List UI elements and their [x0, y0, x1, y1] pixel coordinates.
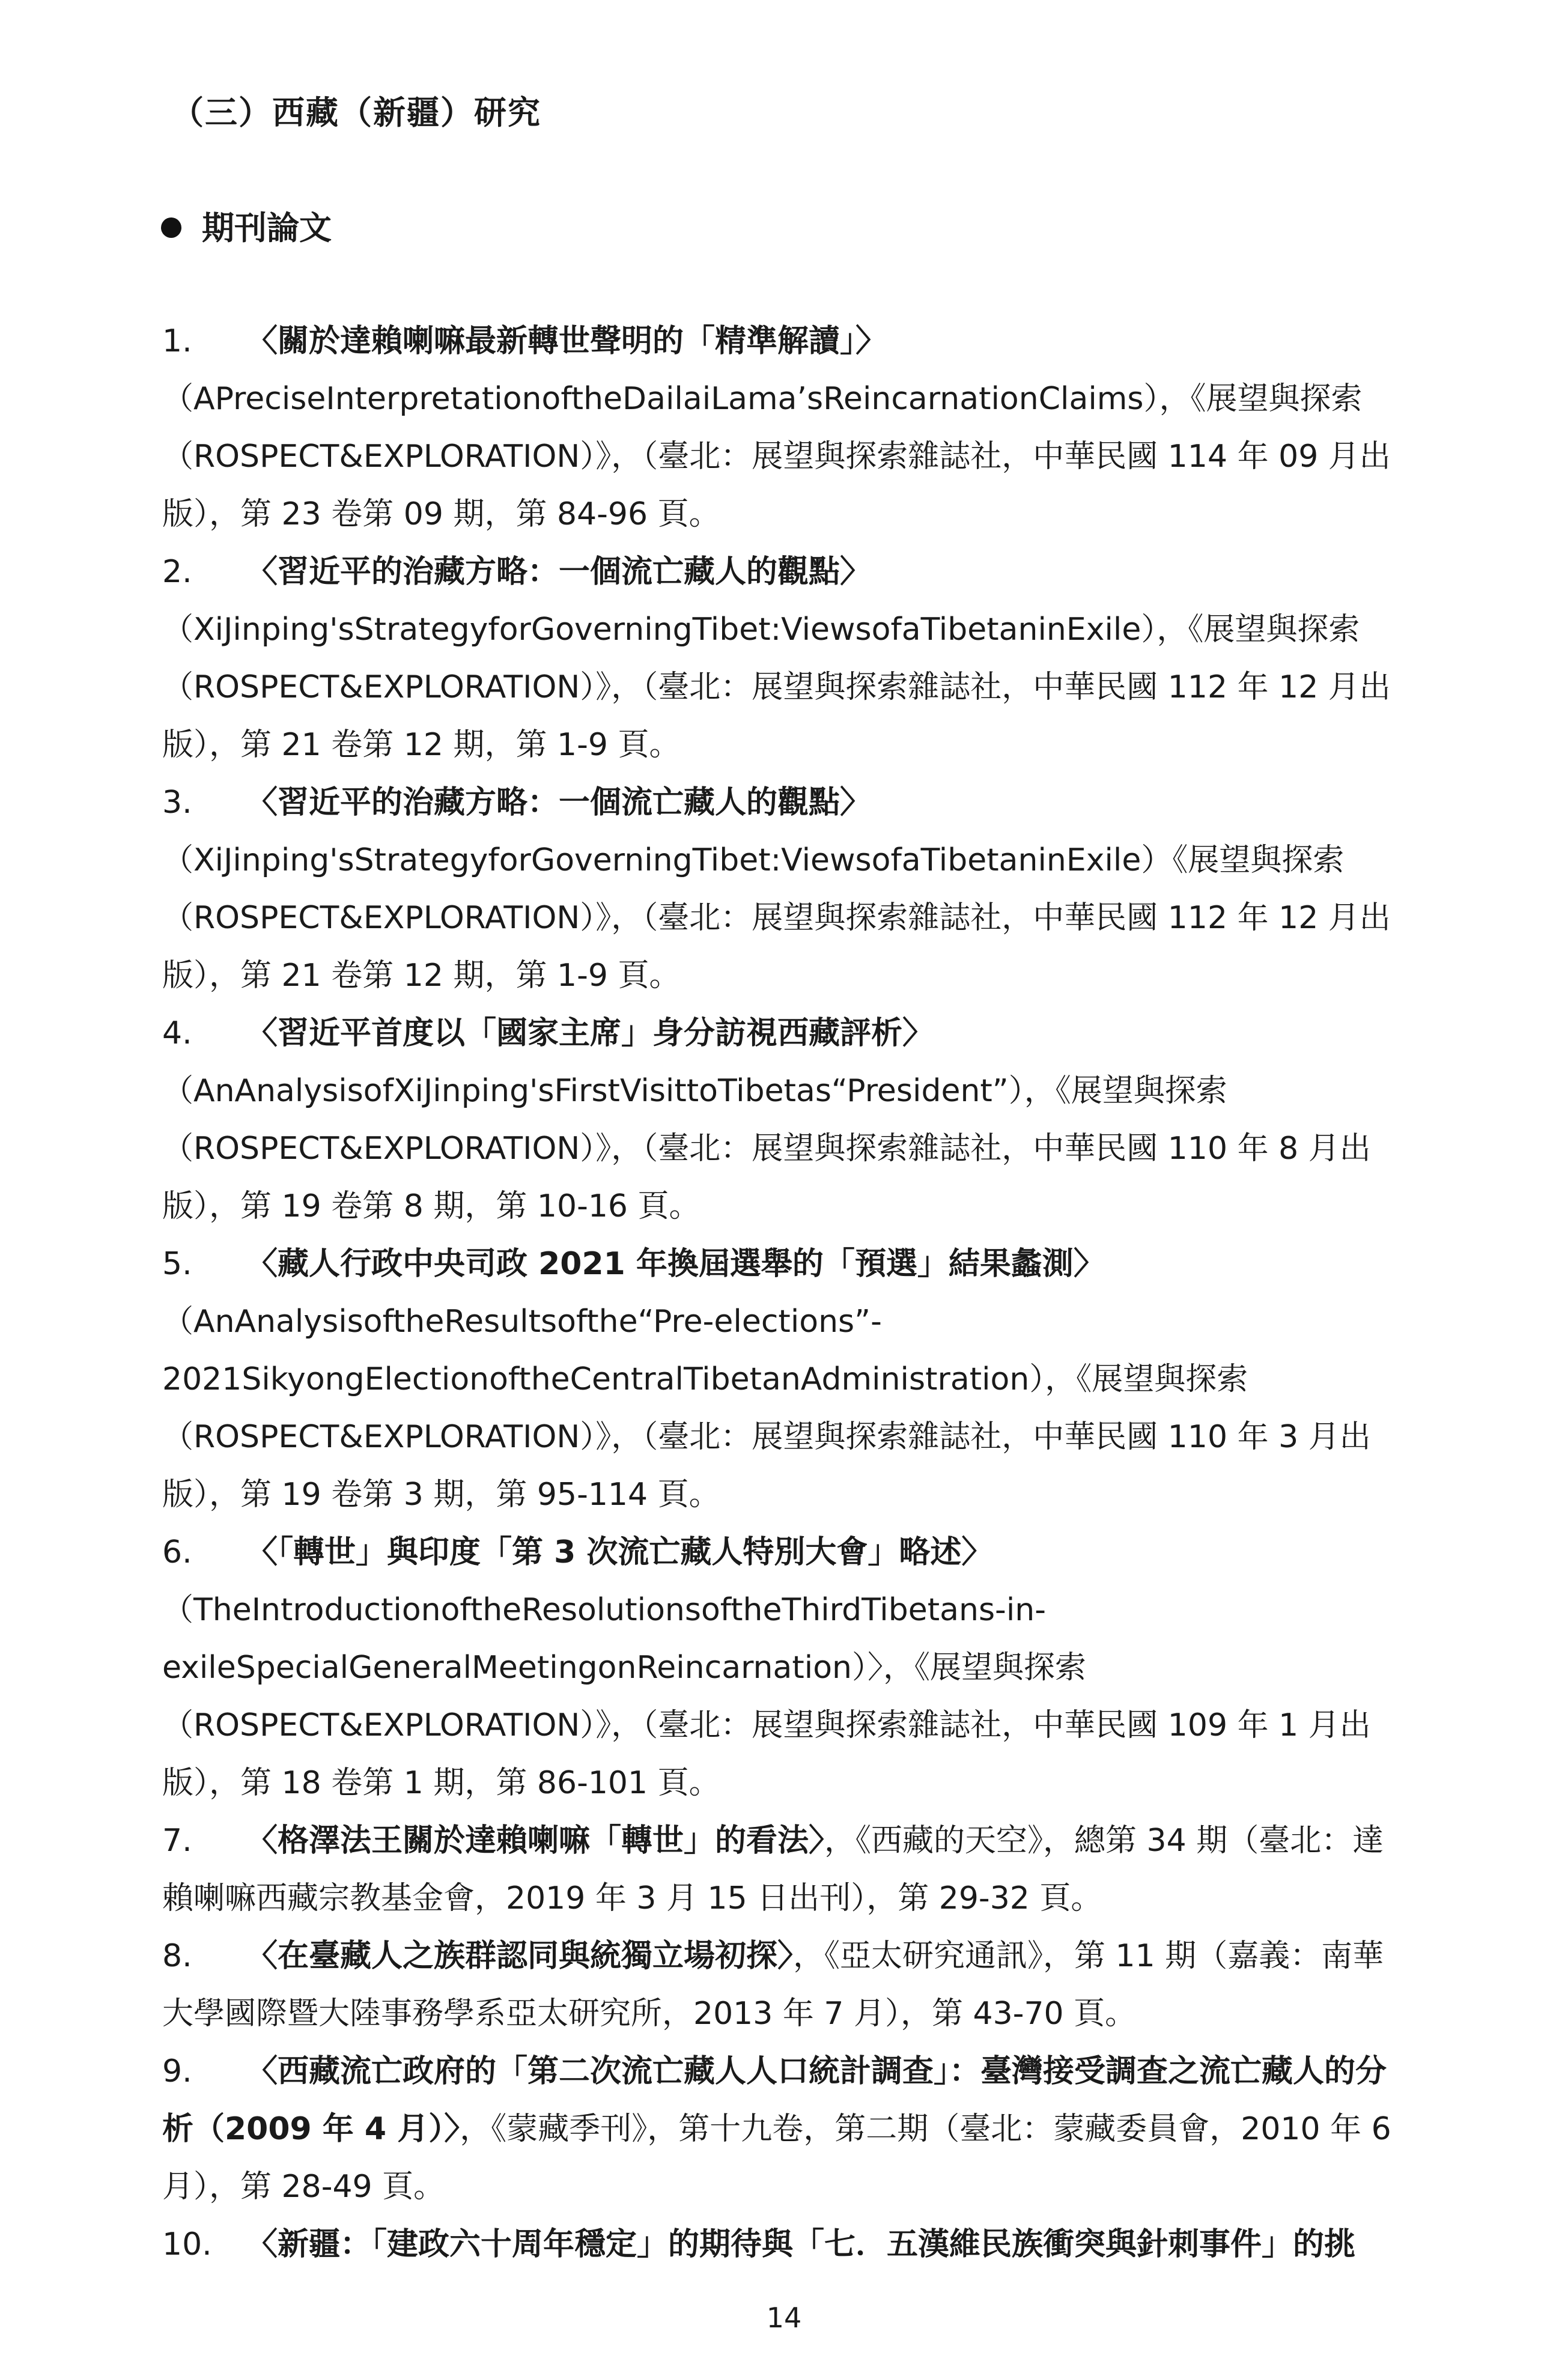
entry-line: （AnAnalysisofXiJinping'sFirstVisittoTibetas“President”），《展望與探索 — [162, 1073, 1227, 1109]
entry-number: 10. — [162, 2226, 212, 2262]
section-heading: （三）西藏（新疆）研究 — [171, 94, 541, 132]
entry-title-continued: 析（2009 年 4 月）〉 — [162, 2111, 460, 2147]
entry-number: 9. — [162, 2053, 192, 2089]
publication-entry — [162, 1927, 1448, 2043]
publication-entry — [162, 1812, 1448, 1927]
entry-title: 〈格澤法王關於達賴喇嘛「轉世」的看法〉 — [246, 1823, 825, 1859]
entry-line: （ROSPECT&EXPLORATION）》，（臺北：展望與探索雜誌社，中華民國 110 年 8 月出 — [162, 1131, 1371, 1167]
entry-line: 2021SikyongElectionoftheCentralTibetanAdministration），《展望與探索 — [162, 1361, 1248, 1397]
entry-line: （ROSPECT&EXPLORATION）》，（臺北：展望與探索雜誌社，中華民國 114 年 09 月出 — [162, 439, 1391, 475]
entry-line: 大學國際暨大陸事務學系亞太研究所，2013 年 7 月），第 43-70 頁。 — [162, 1996, 1137, 2032]
bullet-icon — [161, 217, 181, 238]
entry-line: 版），第 21 卷第 12 期，第 1-9 頁。 — [162, 958, 681, 994]
subheading — [161, 204, 332, 252]
entry-line: （ROSPECT&EXPLORATION）》，（臺北：展望與探索雜誌社，中華民國 112 年 12 月出 — [162, 900, 1391, 936]
publication-entry — [162, 774, 1448, 1004]
publication-entry — [162, 1004, 1448, 1235]
entry-line: 版），第 21 卷第 12 期，第 1-9 頁。 — [162, 727, 681, 763]
publication-entry — [162, 543, 1448, 774]
entry-line: 版），第 18 卷第 1 期，第 86-101 頁。 — [162, 1765, 720, 1801]
entry-number: 2. — [162, 554, 192, 590]
page-number: 14 — [766, 2302, 802, 2334]
entry-line: （APreciseInterpretationoftheDailaiLama’sReincarnationClaims），《展望與探索 — [162, 381, 1363, 417]
subheading-text: 期刊論文 — [202, 209, 332, 247]
entry-title: 〈「轉世」與印度「第 3 次流亡藏人特別大會」略述〉 — [246, 1534, 993, 1570]
publication-entry — [162, 2043, 1448, 2216]
entry-title: 〈習近平的治藏方略：一個流亡藏人的觀點〉 — [246, 554, 872, 590]
publication-entry — [162, 1235, 1448, 1524]
entry-title: 〈關於達賴喇嘛最新轉世聲明的「精準解讀」〉 — [246, 323, 887, 359]
entry-number: 4. — [162, 1015, 192, 1051]
entry-line: 版），第 19 卷第 8 期，第 10-16 頁。 — [162, 1188, 700, 1224]
entry-number: 3. — [162, 785, 192, 821]
entry-number: 1. — [162, 323, 192, 359]
entry-citation: ，《西藏的天空》，總第 34 期（臺北：達 — [824, 1823, 1384, 1859]
entry-line: 月），第 28-49 頁。 — [162, 2169, 445, 2205]
entry-line: （ROSPECT&EXPLORATION）》，（臺北：展望與探索雜誌社，中華民國 110 年 3 月出 — [162, 1419, 1371, 1455]
publication-entry — [162, 2216, 1448, 2273]
entry-line: 賴喇嘛西藏宗教基金會，2019 年 3 月 15 日出刊），第 29-32 頁。 — [162, 1880, 1102, 1916]
entry-line: （XiJinping'sStrategyforGoverningTibet:ViewsofaTibetaninExile），《展望與探索 — [162, 612, 1360, 648]
publication-entry — [162, 312, 1448, 543]
entry-line: （TheIntroductionoftheResolutionsoftheThirdTibetans-in- — [162, 1592, 1046, 1628]
entry-line: （ROSPECT&EXPLORATION）》，（臺北：展望與探索雜誌社，中華民國 112 年 12 月出 — [162, 669, 1391, 705]
entry-title: 〈藏人行政中央司政 2021 年換屆選舉的「預選」結果蠡測〉 — [246, 1246, 1105, 1282]
entry-line: exileSpecialGeneralMeetingonReincarnation）〉，《展望與探索 — [162, 1650, 1086, 1686]
entry-number: 7. — [162, 1823, 192, 1859]
entry-number: 8. — [162, 1938, 192, 1974]
publication-entry — [162, 1524, 1448, 1812]
entry-line: （ROSPECT&EXPLORATION）》，（臺北：展望與探索雜誌社，中華民國 109 年 1 月出 — [162, 1707, 1371, 1743]
entry-line: （AnAnalysisoftheResultsofthe“Pre-elections”- — [162, 1304, 882, 1340]
entry-title: 〈新疆：「建政六十周年穩定」的期待與「七．五漢維民族衝突與針刺事件」的挑 — [246, 2226, 1356, 2262]
entry-line: 版），第 19 卷第 3 期，第 95-114 頁。 — [162, 1477, 720, 1513]
publication-list — [162, 312, 1448, 2273]
entry-title: 〈在臺藏人之族群認同與統獨立場初探〉 — [246, 1938, 794, 1974]
entry-citation: ，《亞太研究通訊》，第 11 期（嘉義：南華 — [793, 1938, 1384, 1974]
entry-line: （XiJinping'sStrategyforGoverningTibet:ViewsofaTibetaninExile）《展望與探索 — [162, 842, 1345, 878]
entry-number: 6. — [162, 1534, 192, 1570]
entry-citation: ，《蒙藏季刊》，第十九卷，第二期（臺北：蒙藏委員會，2010 年 6 — [460, 2111, 1391, 2147]
entry-title: 〈西藏流亡政府的「第二次流亡藏人人口統計調查」：臺灣接受調查之流亡藏人的分 — [246, 2053, 1387, 2089]
entry-title: 〈習近平的治藏方略：一個流亡藏人的觀點〉 — [246, 785, 872, 821]
entry-line: 版），第 23 卷第 09 期，第 84-96 頁。 — [162, 496, 720, 532]
entry-number: 5. — [162, 1246, 192, 1282]
entry-title: 〈習近平首度以「國家主席」身分訪視西藏評析〉 — [246, 1015, 934, 1051]
